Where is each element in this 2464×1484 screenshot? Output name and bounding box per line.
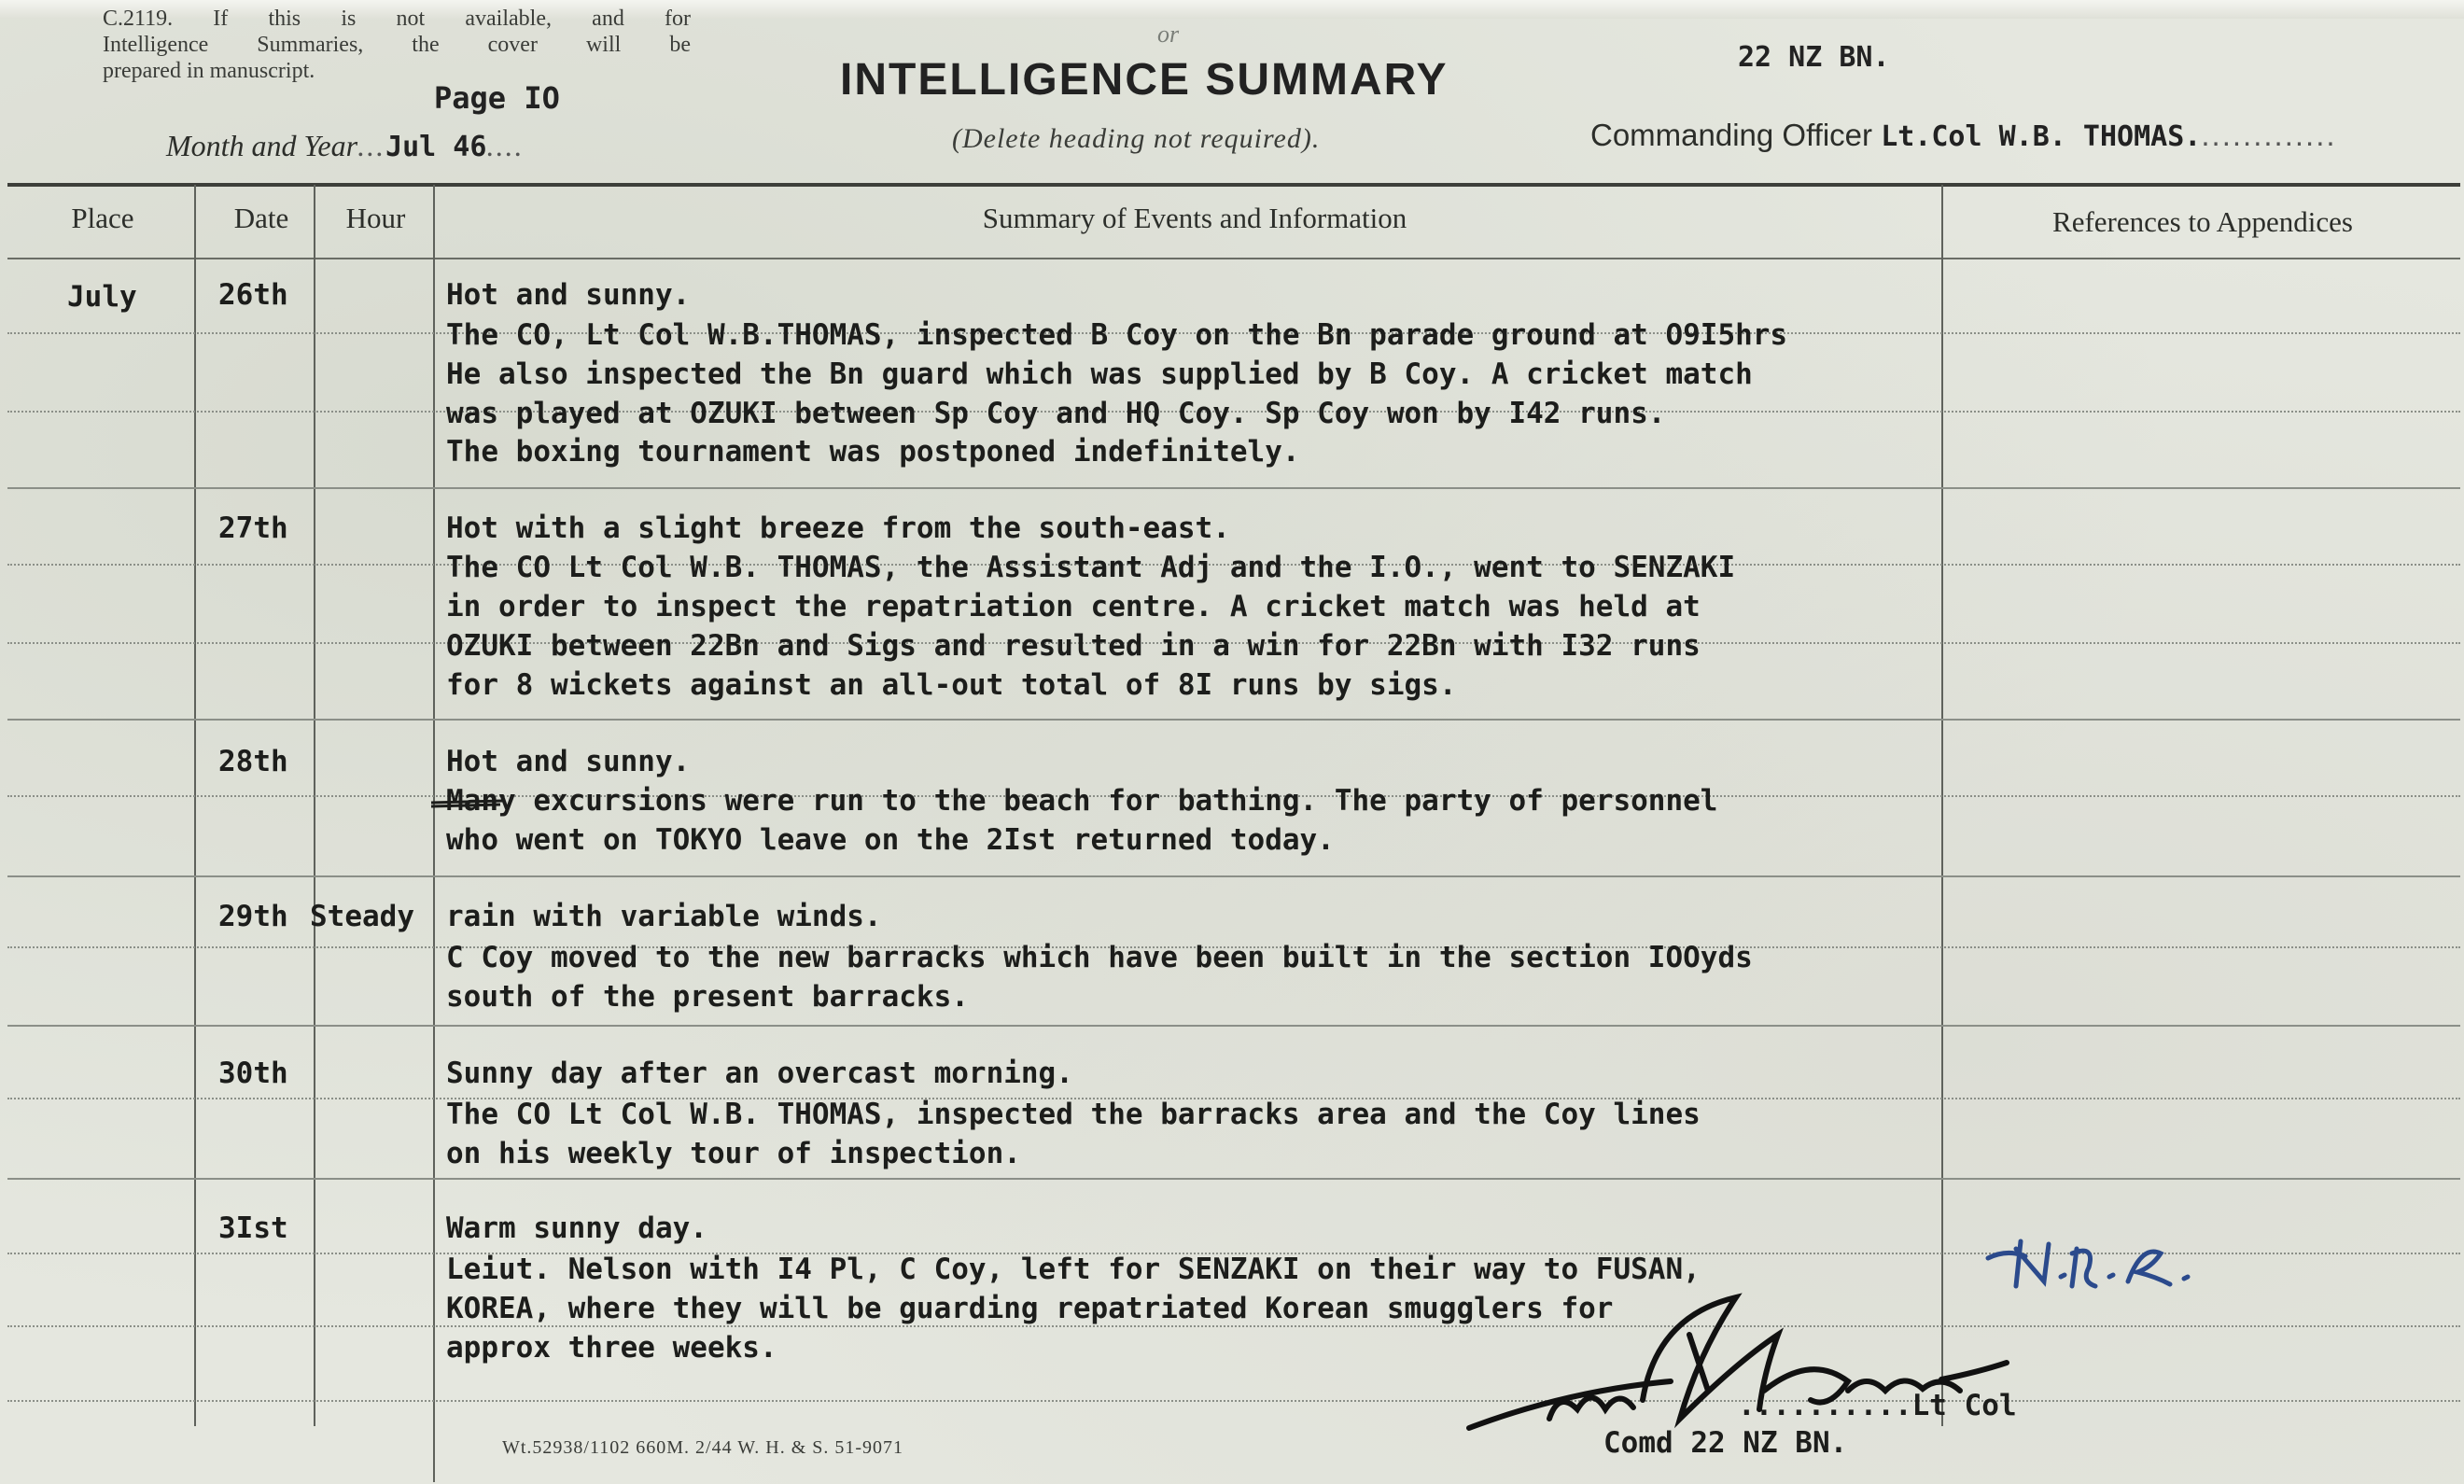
month-year-label: Month and Year bbox=[166, 129, 358, 162]
entry-line: The CO Lt Col W.B. THOMAS, the Assistant Adj and the I.O., went to SENZAKI bbox=[446, 551, 1736, 584]
signature-rank bbox=[1738, 1389, 2017, 1422]
command-line: Comd 22 NZ BN. bbox=[1603, 1426, 1848, 1460]
month-year-value: Jul 46 bbox=[385, 131, 487, 163]
entry-line: Sunny day after an overcast morning. bbox=[446, 1057, 1073, 1090]
entry-line: Hot and sunny. bbox=[446, 745, 691, 778]
ruled-line bbox=[7, 1178, 2460, 1180]
entry-line: on his weekly tour of inspection. bbox=[446, 1137, 1021, 1170]
delete-heading-note: (Delete heading not required). bbox=[952, 123, 1321, 154]
signature-rank-text: Lt Col bbox=[1911, 1389, 2017, 1422]
printed-note-line: C.2119. If this is not available, and for bbox=[103, 7, 691, 31]
entry-line: C Coy moved to the new barracks which have been built in the section IOOyds bbox=[446, 941, 1753, 974]
date-cell-30th: 30th bbox=[218, 1057, 288, 1090]
dotted-leader: .... bbox=[486, 129, 525, 162]
entry-line: Warm sunny day. bbox=[446, 1211, 707, 1245]
commanding-officer-value: Lt.Col W.B. THOMAS. bbox=[1881, 120, 2202, 153]
entry-line: in order to inspect the repatriation centre. A cricket match was held at bbox=[446, 590, 1701, 623]
entry-line: was played at OZUKI between Sp Coy and HQ Coy. Sp Coy won by I42 runs. bbox=[446, 397, 1666, 430]
page-number: Page IO bbox=[434, 80, 560, 116]
month-year-field bbox=[166, 129, 524, 163]
entry-line: OZUKI between 22Bn and Sigs and resulted in a win for 22Bn with I32 runs bbox=[446, 629, 1701, 663]
column-head-hour: Hour bbox=[345, 202, 406, 234]
date-cell-31st: 3Ist bbox=[218, 1211, 288, 1245]
entry-line: The CO Lt Col W.B. THOMAS, inspected the barracks area and the Coy lines bbox=[446, 1098, 1701, 1131]
dotted-leader: ............. bbox=[2201, 118, 2337, 152]
column-head-references: References to Appendices bbox=[2052, 205, 2353, 238]
unit-name: 22 NZ BN. bbox=[1738, 41, 1890, 74]
printed-note-line: Intelligence Summaries, the cover will be bbox=[103, 33, 691, 57]
entry-line: The CO, Lt Col W.B.THOMAS, inspected B Coy on the Bn parade ground at O9I5hrs bbox=[446, 318, 1788, 352]
entry-line: approx three weeks. bbox=[446, 1331, 777, 1365]
dotted-leader: ... bbox=[357, 129, 386, 162]
column-head-place: Place bbox=[71, 202, 134, 234]
entry-line: Hot with a slight breeze from the south-east. bbox=[446, 511, 1230, 545]
entry-line: Hot and sunny. bbox=[446, 278, 691, 312]
typed-strikeout-mark bbox=[429, 793, 504, 812]
entry-line: who went on TOKYO leave on the 2Ist returned today. bbox=[446, 823, 1335, 857]
column-head-date: Date bbox=[233, 202, 289, 234]
hour-cell-29th: Steady bbox=[310, 900, 414, 933]
entry-line: rain with variable winds. bbox=[446, 900, 882, 933]
ruled-line bbox=[7, 719, 2460, 721]
column-divider-hour bbox=[433, 185, 435, 1482]
place-cell: July bbox=[67, 280, 137, 314]
date-cell-27th: 27th bbox=[218, 511, 288, 545]
ruled-line bbox=[7, 487, 2460, 489]
entry-line: south of the present barracks. bbox=[446, 980, 969, 1014]
ruled-line bbox=[7, 875, 2460, 877]
ruled-line bbox=[7, 1025, 2460, 1027]
column-head-summary: Summary of Events and Information bbox=[982, 202, 1407, 234]
date-cell-28th: 28th bbox=[218, 745, 288, 778]
printed-instruction-note bbox=[103, 6, 691, 84]
or-word: or bbox=[1157, 21, 1180, 48]
column-divider-date bbox=[314, 185, 315, 1426]
table-top-rule bbox=[7, 183, 2460, 187]
entry-line: Leiut. Nelson with I4 Pl, C Coy, left for SENZAKI on their way to FUSAN, bbox=[446, 1253, 1701, 1286]
entry-line: The boxing tournament was postponed indefinitely. bbox=[446, 435, 1300, 469]
printer-code: Wt.52938/1102 660M. 2/44 W. H. & S. 51-9071 bbox=[502, 1437, 904, 1458]
date-cell-29th: 29th bbox=[218, 900, 288, 933]
column-divider-place bbox=[194, 185, 196, 1426]
column-divider-summary bbox=[1941, 185, 1943, 1426]
entry-line: KOREA, where they will be guarding repatriated Korean smugglers for bbox=[446, 1292, 1614, 1325]
date-cell-26th: 26th bbox=[218, 278, 288, 312]
header-bottom-rule bbox=[7, 258, 2460, 259]
ruled-line bbox=[7, 1325, 2460, 1327]
ruled-line bbox=[7, 1400, 2460, 1402]
entry-line: for 8 wickets against an all-out total of 8I runs by sigs. bbox=[446, 668, 1457, 702]
dotted-leader: .......... bbox=[1738, 1389, 1912, 1422]
page-title: INTELLIGENCE SUMMARY bbox=[840, 55, 1449, 105]
printed-note-line: prepared in manuscript. bbox=[103, 59, 315, 83]
commanding-officer-label: Commanding Officer bbox=[1590, 118, 1873, 152]
entry-line: Many excursions were run to the beach for bathing. The party of personnel bbox=[446, 784, 1718, 818]
entry-line: He also inspected the Bn guard which was supplied by B Coy. A cricket match bbox=[446, 357, 1753, 391]
commanding-officer-field bbox=[1590, 118, 2337, 153]
